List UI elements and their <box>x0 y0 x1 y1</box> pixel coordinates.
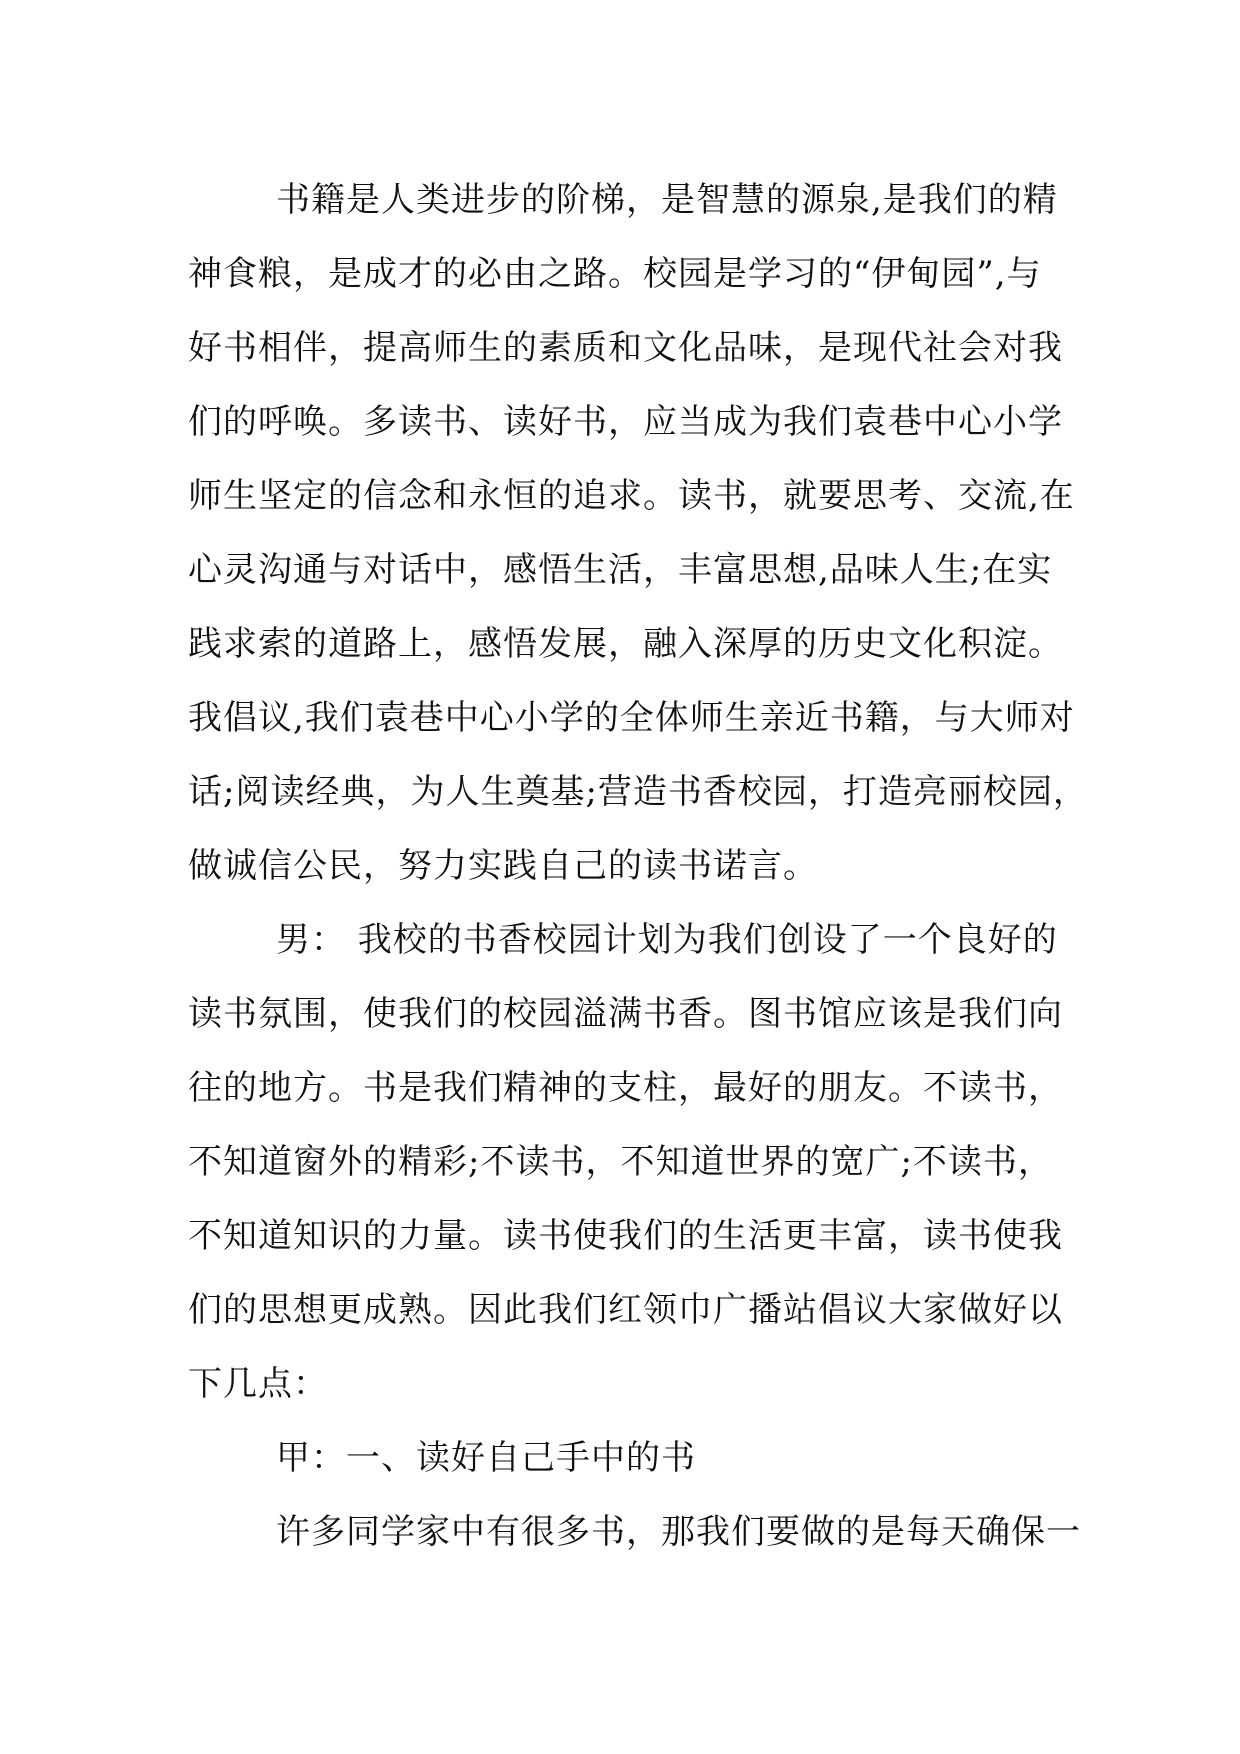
text-line: 下几点： <box>188 1364 328 1404</box>
text-line: 好书相伴，提高师生的素质和文化品味，是现代社会对我 <box>188 328 1063 368</box>
text-line: 践求索的道路上，感悟发展，融入深厚的历史文化积淀。 <box>188 624 1063 664</box>
text-line: 做诚信公民，努力实践自己的读书诺言。 <box>188 846 818 886</box>
text-line: 我倡议,我们袁巷中心小学的全体师生亲近书籍，与大师对 <box>188 698 1075 738</box>
text-line: 读书氛围，使我们的校园溢满书香。图书馆应该是我们向 <box>188 994 1063 1034</box>
text-line: 们的呼唤。多读书、读好书，应当成为我们袁巷中心小学 <box>188 402 1063 442</box>
text-line: 许多同学家中有很多书，那我们要做的是每天确保一 <box>276 1512 1081 1552</box>
text-line: 们的思想更成熟。因此我们红领巾广播站倡议大家做好以 <box>188 1290 1063 1330</box>
text-line: 话;阅读经典，为人生奠基;营造书香校园，打造亮丽校园， <box>188 772 1088 812</box>
text-line: 不知道知识的力量。读书使我们的生活更丰富，读书使我 <box>188 1216 1063 1256</box>
text-line: 师生坚定的信念和永恒的追求。读书，就要思考、交流,在 <box>188 476 1075 516</box>
text-line: 神食粮，是成才的必由之路。校园是学习的“伊甸园”,与 <box>188 254 1042 294</box>
text-line: 往的地方。书是我们精神的支柱，最好的朋友。不读书， <box>188 1068 1063 1108</box>
text-line: 书籍是人类进步的阶梯，是智慧的源泉,是我们的精 <box>276 180 1058 220</box>
text-line: 心灵沟通与对话中，感悟生活，丰富思想,品味人生;在实 <box>188 550 1053 590</box>
text-line: 不知道窗外的精彩;不读书，不知道世界的宽广;不读书， <box>188 1142 1053 1182</box>
text-line: 男： 我校的书香校园计划为我们创设了一个良好的 <box>276 920 1058 960</box>
section-heading: 甲：一、读好自己手中的书 <box>276 1438 696 1478</box>
